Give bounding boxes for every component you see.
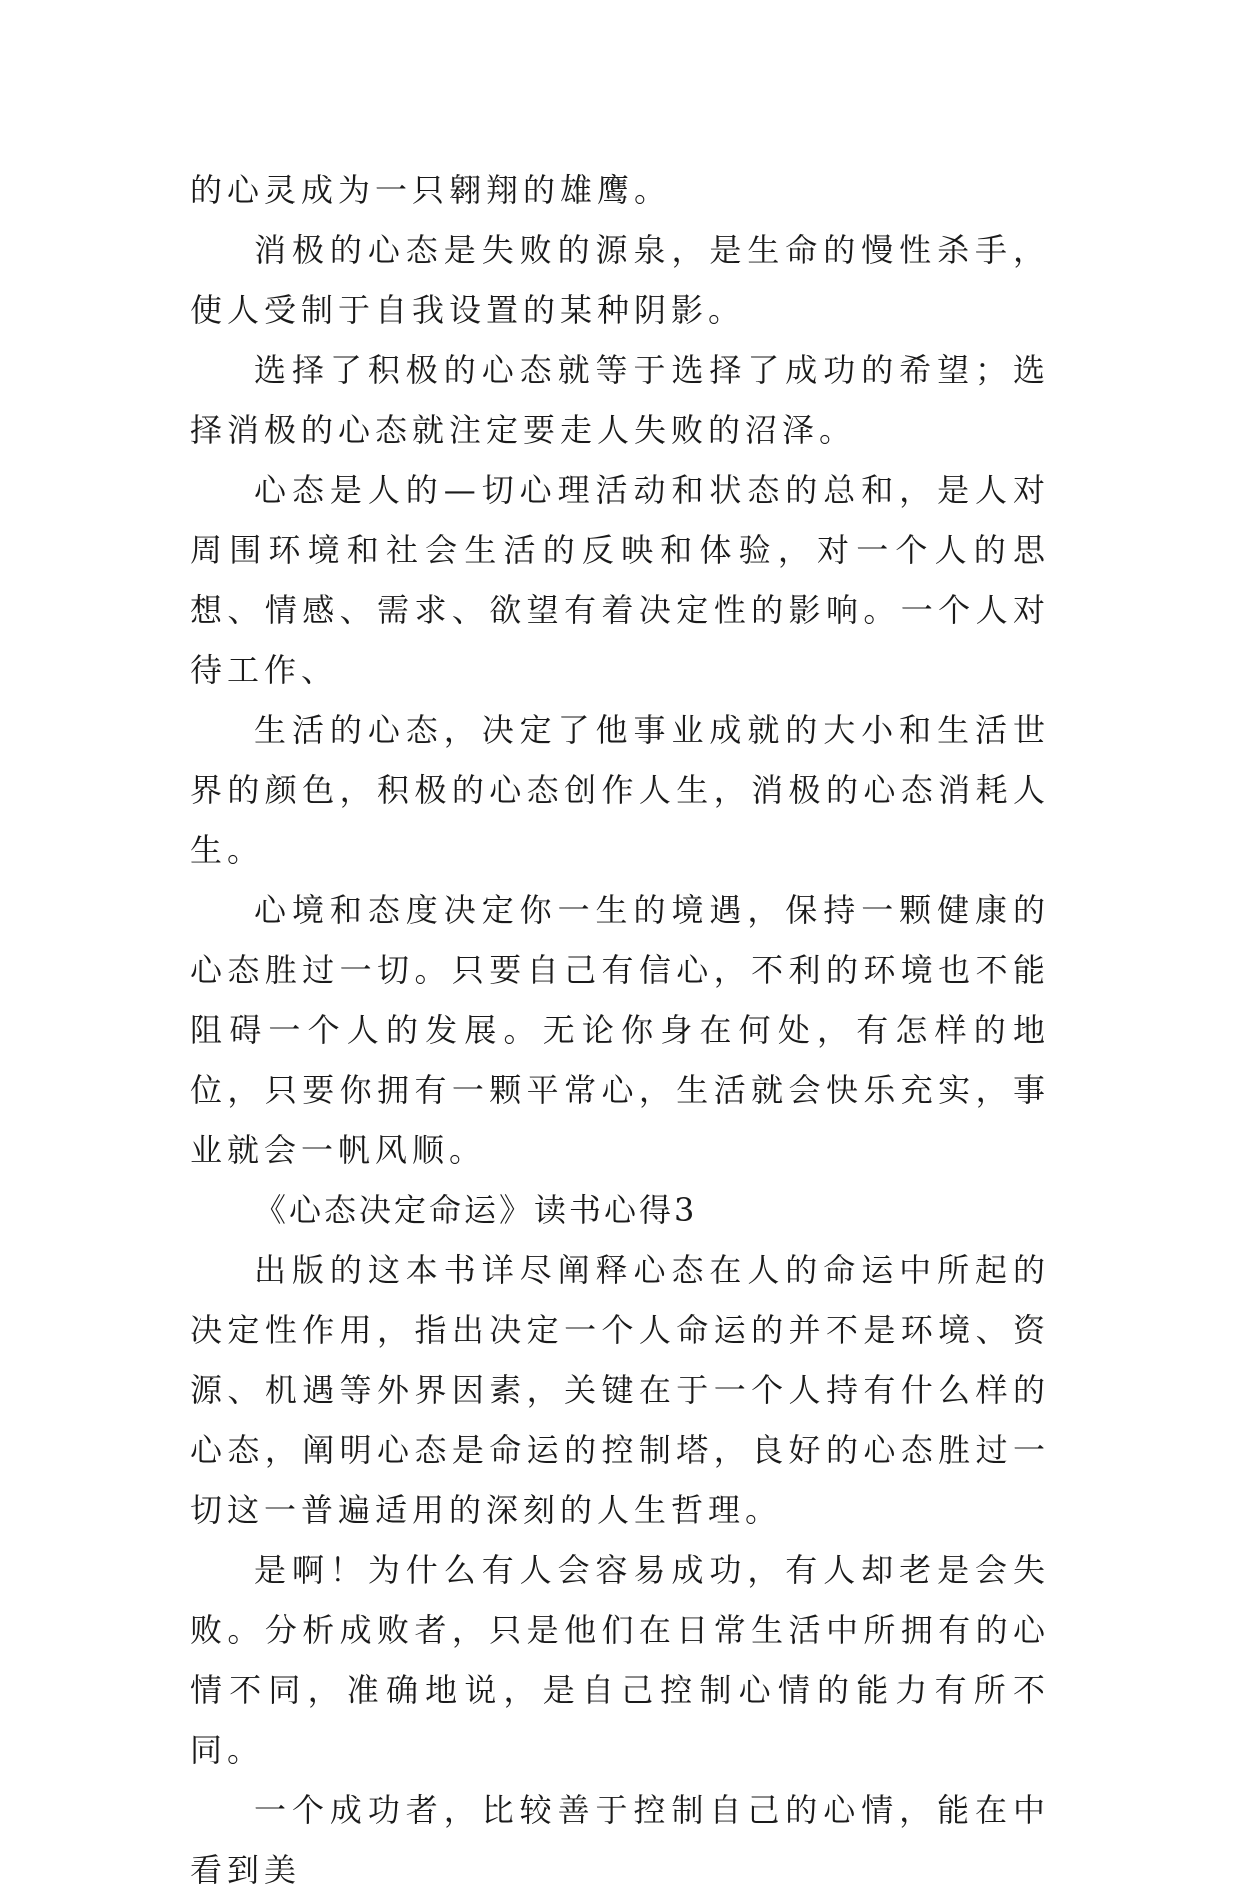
paragraph: 心境和态度决定你一生的境遇，保持一颗健康的心态胜过一切。只要自己有信心，不利的环境也不能阻碍一个人的发展。无论你身在何处，有怎样的地位，只要你拥有一颗平常心，生活就会快乐充实，事业就会一帆风顺。 [190, 891, 1050, 1169]
paragraph: 消极的心态是失败的源泉，是生命的慢性杀手，使人受制于自我设置的某种阴影。 [190, 231, 1050, 329]
paragraph: 的心灵成为一只翱翔的雄鹰。 [190, 171, 672, 209]
paragraph: 出版的这本书详尽阐释心态在人的命运中所起的决定性作用，指出决定一个人命运的并不是环境、资源、机遇等外界因素，关键在于一个人持有什么样的心态，阐明心态是命运的控制塔，良好的心态胜过一切这一普遍适用的深刻的人生哲理。 [190, 1251, 1050, 1529]
document-body [190, 160, 1050, 1900]
section-heading: 《心态决定命运》读书心得3 [254, 1191, 698, 1229]
paragraph: 心态是人的—切心理活动和状态的总和，是人对周围环境和社会生活的反映和体验，对一个人的思想、情感、需求、欲望有着决定性的影响。一个人对待工作、 [190, 471, 1050, 689]
paragraph: 是啊！为什么有人会容易成功，有人却老是会失败。分析成败者，只是他们在日常生活中所拥有的心情不同，准确地说，是自己控制心情的能力有所不同。 [190, 1551, 1050, 1769]
paragraph: 一个成功者，比较善于控制自己的心情，能在中看到美 [190, 1791, 1050, 1889]
paragraph: 选择了积极的心态就等于选择了成功的希望；选择消极的心态就注定要走人失败的沼泽。 [190, 351, 1050, 449]
paragraph: 生活的心态，决定了他事业成就的大小和生活世界的颜色，积极的心态创作人生，消极的心态消耗人生。 [190, 711, 1050, 869]
